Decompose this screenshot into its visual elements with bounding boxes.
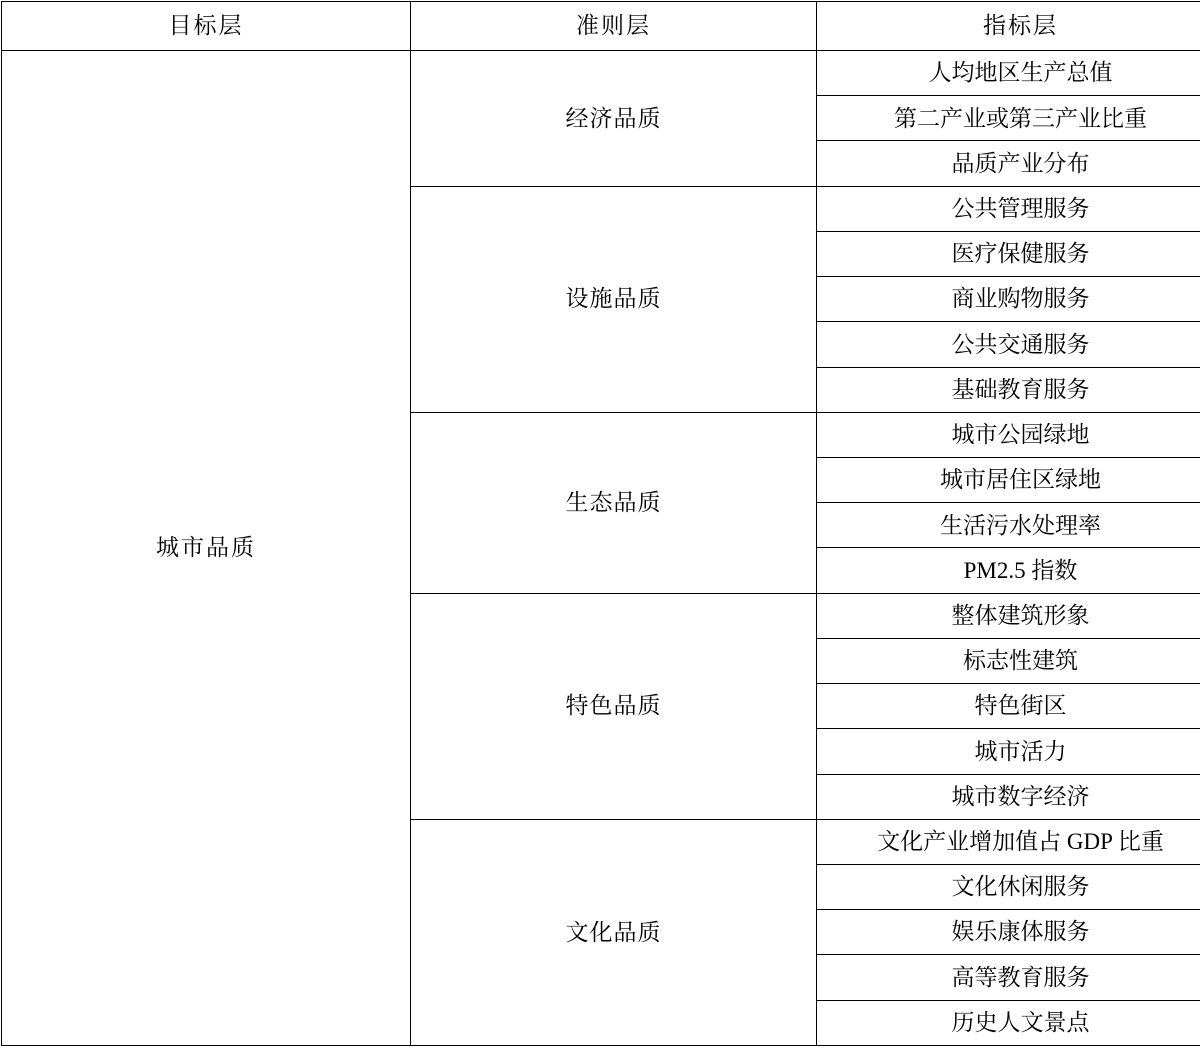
indicator-cell: 第二产业或第三产业比重 bbox=[817, 96, 1200, 141]
indicator-cell: 标志性建筑 bbox=[817, 638, 1200, 683]
criterion-cell-economy: 经济品质 bbox=[411, 51, 817, 187]
indicator-cell: 城市居住区绿地 bbox=[817, 457, 1200, 502]
indicator-cell: 娱乐康体服务 bbox=[817, 910, 1200, 955]
criterion-cell-culture: 文化品质 bbox=[411, 819, 817, 1045]
column-header-indicator bbox=[817, 2, 1200, 51]
indicator-cell: 商业购物服务 bbox=[817, 277, 1200, 322]
column-header-indicator-label: 指标层 bbox=[983, 13, 1058, 38]
table-header-row bbox=[2, 2, 1200, 51]
table-body bbox=[2, 2, 1200, 1046]
indicator-cell: 文化休闲服务 bbox=[817, 864, 1200, 909]
indicator-cell: PM2.5 指数 bbox=[817, 548, 1200, 593]
criterion-cell-facility: 设施品质 bbox=[411, 186, 817, 412]
column-header-goal bbox=[2, 2, 411, 51]
table-row bbox=[2, 51, 1200, 96]
column-header-criterion bbox=[411, 2, 817, 51]
indicator-cell: 人均地区生产总值 bbox=[817, 51, 1200, 96]
indicator-cell: 文化产业增加值占 GDP 比重 bbox=[817, 819, 1200, 864]
column-header-goal-label: 目标层 bbox=[169, 13, 244, 38]
indicator-cell: 高等教育服务 bbox=[817, 955, 1200, 1000]
indicator-cell: 城市活力 bbox=[817, 729, 1200, 774]
indicator-cell: 城市公园绿地 bbox=[817, 412, 1200, 457]
indicator-cell: 医疗保健服务 bbox=[817, 231, 1200, 276]
goal-cell: 城市品质 bbox=[2, 51, 411, 1046]
evaluation-index-table-container bbox=[0, 1, 1200, 1048]
indicator-cell: 公共管理服务 bbox=[817, 186, 1200, 231]
indicator-cell: 公共交通服务 bbox=[817, 322, 1200, 367]
criterion-cell-character: 特色品质 bbox=[411, 593, 817, 819]
indicator-cell: 基础教育服务 bbox=[817, 367, 1200, 412]
criterion-cell-ecology: 生态品质 bbox=[411, 412, 817, 593]
indicator-cell: 整体建筑形象 bbox=[817, 593, 1200, 638]
indicator-cell: 历史人文景点 bbox=[817, 1000, 1200, 1045]
indicator-cell: 品质产业分布 bbox=[817, 141, 1200, 186]
indicator-cell: 特色街区 bbox=[817, 684, 1200, 729]
evaluation-index-table bbox=[1, 1, 1200, 1046]
indicator-cell: 生活污水处理率 bbox=[817, 503, 1200, 548]
column-header-criterion-label: 准则层 bbox=[576, 13, 651, 38]
indicator-cell: 城市数字经济 bbox=[817, 774, 1200, 819]
